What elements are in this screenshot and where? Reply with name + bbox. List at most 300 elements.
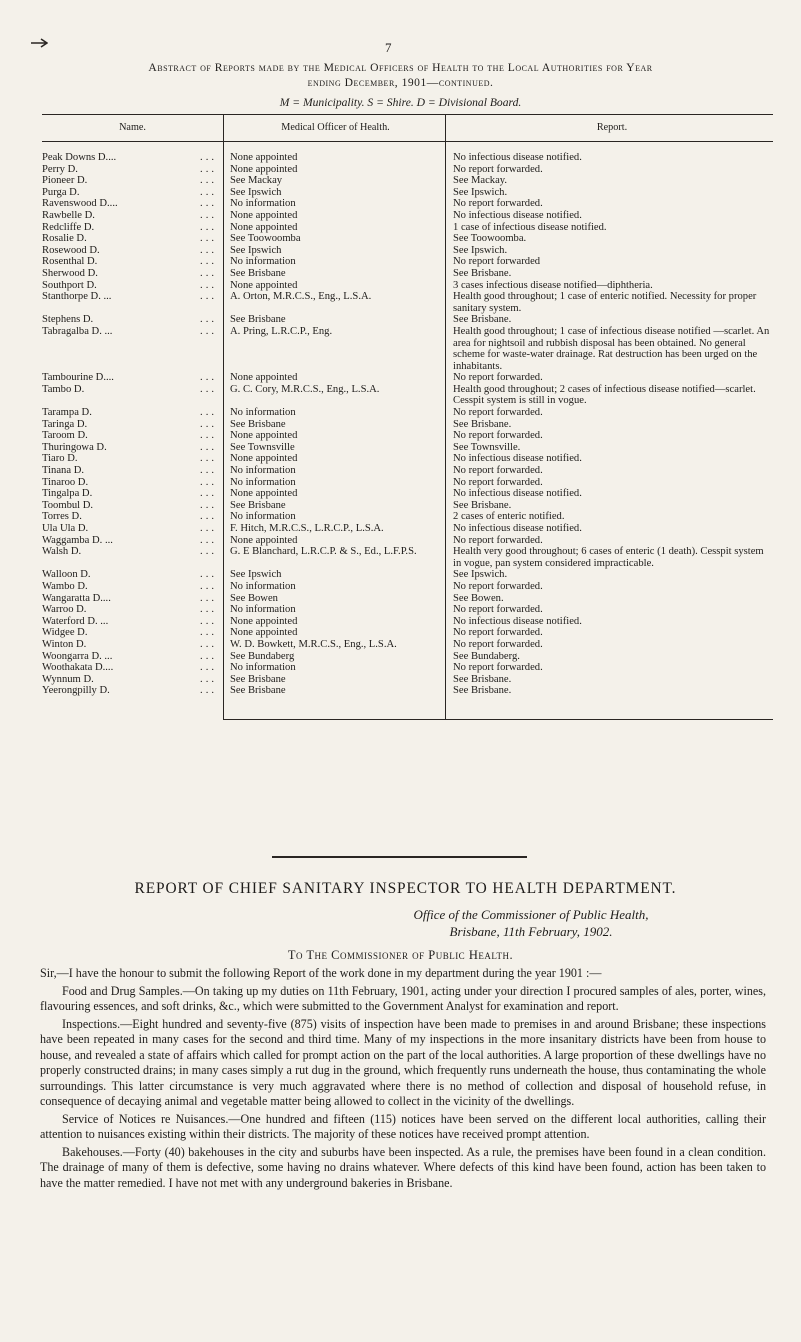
office-address	[321, 906, 741, 940]
report-cell: 2 cases of enteric notified.	[446, 511, 774, 523]
officer-cell	[224, 511, 446, 523]
officer-text: No information	[230, 580, 296, 592]
authority-name-cell	[42, 511, 224, 523]
table-row	[42, 198, 773, 210]
officer-cell	[224, 604, 446, 616]
authority-name-cell	[42, 685, 224, 719]
officer-text: See Ipswich	[230, 244, 282, 256]
authority-name-cell	[42, 651, 224, 663]
leader-dots: ...	[200, 383, 217, 395]
report-cell: See Brisbane.	[446, 314, 774, 326]
authority-name-cell	[42, 453, 224, 465]
leader-dots: ...	[200, 604, 217, 616]
authority-name: Perry D.	[42, 163, 78, 175]
authority-name: Waterford D. ...	[42, 615, 109, 627]
officer-cell	[224, 535, 446, 547]
authority-name-cell	[42, 233, 224, 245]
leader-dots: ...	[200, 488, 217, 500]
leader-dots: ...	[200, 372, 217, 384]
report-paragraph: Inspections.—Eight hundred and seventy-five (875) visits of inspection have been made to premises in and around Brisbane; these inspections have been repeated in many cases for the second and third time. Many of my inspections in the more insanitary districts have been from house to house, and revealed a state of affairs which called for prompt action on the part of the local authorities. A large proportion of these dwellings have no properly constructed drains; in many cases simply a rut dug in the ground, which frequently runs underneath the house, thus contaminating the whole surroundings. This latter circumstance is very much aggravated where there is no method of collection and disposal of household refuse, in consequence of decaying animal and vegetable matter being allowed to collect in the vicinity of the dwellings.	[40, 1016, 766, 1108]
report-cell: No infectious disease notified.	[446, 488, 774, 500]
report-cell: No report forwarded.	[446, 627, 774, 639]
report-cell: See Townsville.	[446, 442, 774, 454]
report-cell: No report forwarded.	[446, 535, 774, 547]
officer-text: See Bundaberg	[230, 650, 295, 662]
report-cell: Health good throughout; 1 case of enteric notified. Necessity for proper sanitary system.	[446, 291, 774, 314]
authority-name-cell	[42, 488, 224, 500]
officer-cell	[224, 326, 446, 372]
table-row	[42, 164, 773, 176]
authority-name-cell	[42, 627, 224, 639]
table-row	[42, 256, 773, 268]
leader-dots: ...	[200, 267, 217, 279]
table-row	[42, 535, 773, 547]
authority-name: Winton D.	[42, 638, 87, 650]
leader-dots: ...	[200, 511, 217, 523]
table-row	[42, 569, 773, 581]
report-cell: No report forwarded.	[446, 477, 774, 489]
leader-dots: ...	[200, 430, 217, 442]
report-heading: REPORT OF CHIEF SANITARY INSPECTOR TO HEALTH DEPARTMENT.	[134, 880, 677, 897]
authority-name: Wynnum D.	[42, 673, 94, 685]
table-row	[42, 616, 773, 628]
officer-text: No information	[230, 511, 296, 523]
leader-dots: ...	[200, 175, 217, 187]
report-cell: No report forwarded	[446, 256, 774, 268]
section-divider	[272, 856, 527, 858]
authority-name: Taringa D.	[42, 418, 88, 430]
office-date: Brisbane, 11th February, 1902.	[449, 924, 613, 939]
table-row	[42, 280, 773, 292]
leader-dots: ...	[200, 592, 217, 604]
authority-name-cell	[42, 314, 224, 326]
authority-name: Tambourine D....	[42, 372, 114, 384]
officer-cell	[224, 651, 446, 663]
authority-name-cell	[42, 326, 224, 372]
officer-text: See Ipswich	[230, 186, 282, 198]
officer-text: See Toowoomba	[230, 233, 301, 245]
officer-text: G. E Blanchard, L.R.C.P. & S., Ed., L.F.P.S.	[230, 546, 417, 558]
authority-name-cell	[42, 662, 224, 674]
report-cell: No report forwarded.	[446, 662, 774, 674]
authority-name: Rosenthal D.	[42, 256, 98, 268]
column-header-officer: Medical Officer of Health.	[224, 115, 446, 142]
report-cell: No infectious disease notified.	[446, 453, 774, 465]
table-row	[42, 233, 773, 245]
table-row	[42, 222, 773, 234]
table-row	[42, 511, 773, 523]
authority-name-cell	[42, 639, 224, 651]
table-row	[42, 442, 773, 454]
officer-text: No information	[230, 256, 296, 268]
leader-dots: ...	[200, 662, 217, 674]
report-cell: No infectious disease notified.	[446, 210, 774, 222]
leader-dots: ...	[200, 546, 217, 558]
officer-cell	[224, 407, 446, 419]
leader-dots: ...	[200, 685, 217, 697]
leader-dots: ...	[200, 580, 217, 592]
officer-cell	[224, 685, 446, 719]
leader-dots: ...	[200, 233, 217, 245]
abbreviation-legend: M = Municipality. S = Shire. D = Divisional Board.	[279, 96, 522, 109]
report-body	[40, 966, 766, 1193]
officer-cell	[224, 245, 446, 257]
officer-text: None appointed	[230, 534, 298, 546]
leader-dots: ...	[200, 441, 217, 453]
report-cell: See Brisbane.	[446, 419, 774, 431]
authority-name-cell	[42, 465, 224, 477]
margin-arrow-icon	[30, 38, 48, 48]
authority-name: Pioneer D.	[42, 175, 88, 187]
table-row	[42, 453, 773, 465]
leader-dots: ...	[200, 209, 217, 221]
authority-name-cell	[42, 674, 224, 686]
table-row	[42, 210, 773, 222]
authority-name-cell	[42, 581, 224, 593]
table-row	[42, 627, 773, 639]
officer-cell	[224, 465, 446, 477]
table-row	[42, 477, 773, 489]
leader-dots: ...	[200, 650, 217, 662]
officer-text: No information	[230, 662, 296, 674]
leader-dots: ...	[200, 291, 217, 303]
authority-name-cell	[42, 546, 224, 569]
officer-text: None appointed	[230, 615, 298, 627]
officer-text: See Brisbane	[230, 499, 286, 511]
officer-text: No information	[230, 407, 296, 419]
officer-cell	[224, 616, 446, 628]
report-cell: See Brisbane.	[446, 685, 774, 719]
officer-cell	[224, 593, 446, 605]
leader-dots: ...	[200, 499, 217, 511]
officer-cell	[224, 569, 446, 581]
table-row	[42, 604, 773, 616]
officer-cell	[224, 488, 446, 500]
authority-name: Redcliffe D.	[42, 221, 95, 233]
authority-name: Thuringowa D.	[42, 441, 107, 453]
officer-text: See Ipswich	[230, 569, 282, 581]
leader-dots: ...	[200, 314, 217, 326]
authority-name: Wambo D.	[42, 580, 88, 592]
authority-name-cell	[42, 407, 224, 419]
officer-text: A. Orton, M.R.C.S., Eng., L.S.A.	[230, 291, 372, 303]
table-row	[42, 314, 773, 326]
officer-text: None appointed	[230, 279, 298, 291]
authority-name-cell	[42, 372, 224, 384]
authority-name: Purga D.	[42, 186, 80, 198]
officer-cell	[224, 210, 446, 222]
table-row	[42, 326, 773, 372]
officer-text: A. Pring, L.R.C.P., Eng.	[230, 325, 333, 337]
report-cell: No infectious disease notified.	[446, 616, 774, 628]
officer-cell	[224, 175, 446, 187]
officer-cell	[224, 198, 446, 210]
report-cell: No report forwarded.	[446, 430, 774, 442]
officer-cell	[224, 546, 446, 569]
title-line-2: ending December, 1901—continued.	[307, 76, 494, 89]
authority-name-cell	[42, 198, 224, 210]
officer-text: See Townsville	[230, 441, 295, 453]
authority-name: Tiaro D.	[42, 453, 78, 465]
authority-name: Woongarra D. ...	[42, 650, 113, 662]
officer-text: None appointed	[230, 372, 298, 384]
report-cell: See Mackay.	[446, 175, 774, 187]
officer-cell	[224, 477, 446, 489]
authority-name: Widgee D.	[42, 627, 88, 639]
table-row	[42, 187, 773, 199]
leader-dots: ...	[200, 523, 217, 534]
authority-name-cell	[42, 604, 224, 616]
leader-dots: ...	[200, 465, 217, 477]
officer-text: None appointed	[230, 163, 298, 175]
table-row	[42, 142, 773, 164]
authority-name: Warroo D.	[42, 604, 87, 616]
officer-cell	[224, 314, 446, 326]
officer-cell	[224, 268, 446, 280]
leader-dots: ...	[200, 615, 217, 627]
table-row	[42, 523, 773, 535]
table-row	[42, 407, 773, 419]
officer-text: None appointed	[230, 488, 298, 500]
officer-text: No information	[230, 198, 296, 210]
authority-name-cell	[42, 535, 224, 547]
officer-text: See Brisbane	[230, 418, 286, 430]
authority-name: Yeerongpilly D.	[42, 685, 110, 697]
authority-name-cell	[42, 256, 224, 268]
authority-name: Tabragalba D. ...	[42, 325, 113, 337]
officer-cell	[224, 384, 446, 407]
authority-name: Peak Downs D....	[42, 152, 117, 163]
leader-dots: ...	[200, 186, 217, 198]
authority-name-cell	[42, 384, 224, 407]
officer-text: None appointed	[230, 627, 298, 639]
report-cell: See Ipswich.	[446, 569, 774, 581]
table-row	[42, 430, 773, 442]
authority-name-cell	[42, 419, 224, 431]
authority-name: Tingalpa D.	[42, 488, 93, 500]
officer-cell	[224, 142, 446, 164]
report-paragraph: Sir,—I have the honour to submit the following Report of the work done in my department during the year 1901 :—	[40, 966, 602, 980]
table-row	[42, 419, 773, 431]
officer-cell	[224, 581, 446, 593]
report-cell: No report forwarded.	[446, 372, 774, 384]
leader-dots: ...	[200, 198, 217, 210]
report-cell: Health good throughout; 1 case of infectious disease notified —scarlet. An area for nightsoil and rubbish disposal has been obtained. No general scheme for waste-water drainage. Rat destruction has been urged on the inhabitants.	[446, 326, 774, 372]
abstract-table	[42, 114, 773, 720]
table-row	[42, 384, 773, 407]
page-title	[40, 60, 761, 90]
report-cell: See Bowen.	[446, 593, 774, 605]
officer-text: See Brisbane	[230, 673, 286, 685]
report-paragraph: Bakehouses.—Forty (40) bakehouses in the city and suburbs have been inspected. As a rule, the premises have been found in a clean condition. The drainage of many of them is defective, some having no drains whatever. Where defects of this kind have been found, action has been taken to have the matter remedied. I have not met with any underground bakeries in Brisbane.	[40, 1144, 766, 1190]
officer-cell	[224, 523, 446, 535]
officer-text: No information	[230, 476, 296, 488]
table-row	[42, 674, 773, 686]
column-header-report: Report.	[446, 115, 774, 142]
report-paragraph: Service of Notices re Nuisances.—One hundred and fifteen (115) notices have been served on the different local authorities, calling their attention to nuisances existing within their districts. The majority of these notices have received prompt attention.	[40, 1111, 766, 1141]
authority-name-cell	[42, 268, 224, 280]
table-row	[42, 581, 773, 593]
office-line: Office of the Commissioner of Public Health,	[413, 907, 649, 922]
authority-name-cell	[42, 569, 224, 581]
authority-name-cell	[42, 280, 224, 292]
report-cell: See Toowoomba.	[446, 233, 774, 245]
authority-name-cell	[42, 187, 224, 199]
table-row	[42, 291, 773, 314]
authority-name: Stephens D.	[42, 314, 94, 326]
column-header-name: Name.	[42, 115, 224, 142]
officer-text: No information	[230, 465, 296, 477]
table-row	[42, 175, 773, 187]
authority-name: Southport D.	[42, 279, 97, 291]
authority-name: Tinana D.	[42, 465, 84, 477]
officer-cell	[224, 372, 446, 384]
authority-name: Stanthorpe D. ...	[42, 291, 112, 303]
report-cell: 3 cases infectious disease notified—diphtheria.	[446, 280, 774, 292]
authority-name: Ula Ula D.	[42, 523, 89, 534]
officer-text: No information	[230, 604, 296, 616]
leader-dots: ...	[200, 325, 217, 337]
leader-dots: ...	[200, 244, 217, 256]
report-cell: See Brisbane.	[446, 268, 774, 280]
authority-name-cell	[42, 210, 224, 222]
table-row	[42, 245, 773, 257]
report-cell: No report forwarded.	[446, 581, 774, 593]
authority-name-cell	[42, 142, 224, 164]
officer-text: See Mackay	[230, 175, 283, 187]
officer-cell	[224, 187, 446, 199]
table-header-row	[42, 115, 773, 142]
officer-text: None appointed	[230, 430, 298, 442]
officer-cell	[224, 291, 446, 314]
officer-text: F. Hitch, M.R.C.S., L.R.C.P., L.S.A.	[230, 523, 384, 534]
officer-text: G. C. Cory, M.R.C.S., Eng., L.S.A.	[230, 383, 380, 395]
authority-name: Walsh D.	[42, 546, 82, 558]
officer-cell	[224, 280, 446, 292]
title-line-1: Abstract of Reports made by the Medical Officers of Health to the Local Authorities for Year	[148, 61, 653, 74]
authority-name: Ravenswood D....	[42, 198, 118, 210]
authority-name-cell	[42, 523, 224, 535]
authority-name-cell	[42, 430, 224, 442]
table-row	[42, 593, 773, 605]
leader-dots: ...	[200, 221, 217, 233]
officer-cell	[224, 164, 446, 176]
officer-cell	[224, 222, 446, 234]
authority-name: Torres D.	[42, 511, 82, 523]
leader-dots: ...	[200, 569, 217, 581]
table-row	[42, 685, 773, 719]
report-cell: See Bundaberg.	[446, 651, 774, 663]
report-paragraph: Food and Drug Samples.—On taking up my duties on 11th February, 1901, acting under your direction I procured samples of ales, porter, wines, flavouring essences, and soft drinks, &c., which were submitted to the Government Analyst for examination and report.	[40, 983, 766, 1013]
authority-name: Waggamba D. ...	[42, 534, 113, 546]
table-row	[42, 500, 773, 512]
officer-cell	[224, 639, 446, 651]
report-cell: No infectious disease notified.	[446, 523, 774, 535]
officer-text: See Brisbane	[230, 314, 286, 326]
leader-dots: ...	[200, 673, 217, 685]
report-cell: Health very good throughout; 6 cases of enteric (1 death). Cesspit system in vogue, pan system considered impracticable.	[446, 546, 774, 569]
report-cell: See Ipswich.	[446, 245, 774, 257]
report-cell: Health good throughout; 2 cases of infectious disease notified—scarlet. Cesspit system is still in vogue.	[446, 384, 774, 407]
officer-text: None appointed	[230, 152, 298, 163]
authority-name: Toombul D.	[42, 499, 94, 511]
leader-dots: ...	[200, 152, 217, 163]
leader-dots: ...	[200, 638, 217, 650]
authority-name: Woothakata D....	[42, 662, 114, 674]
leader-dots: ...	[200, 476, 217, 488]
leader-dots: ...	[200, 407, 217, 419]
report-cell: No report forwarded.	[446, 407, 774, 419]
authority-name-cell	[42, 222, 224, 234]
table-row	[42, 639, 773, 651]
table-row	[42, 268, 773, 280]
report-cell: See Brisbane.	[446, 500, 774, 512]
officer-text: None appointed	[230, 209, 298, 221]
table-row	[42, 651, 773, 663]
leader-dots: ...	[200, 279, 217, 291]
authority-name-cell	[42, 164, 224, 176]
officer-text: W. D. Bowkett, M.R.C.S., Eng., L.S.A.	[230, 638, 397, 650]
officer-cell	[224, 442, 446, 454]
leader-dots: ...	[200, 256, 217, 268]
authority-name: Tinaroo D.	[42, 476, 89, 488]
officer-cell	[224, 662, 446, 674]
officer-cell	[224, 430, 446, 442]
authority-name: Walloon D.	[42, 569, 91, 581]
report-cell: No infectious disease notified.	[446, 142, 774, 164]
officer-cell	[224, 256, 446, 268]
authority-name: Sherwood D.	[42, 267, 98, 279]
officer-text: None appointed	[230, 453, 298, 465]
officer-cell	[224, 419, 446, 431]
authority-name-cell	[42, 291, 224, 314]
report-cell: No report forwarded.	[446, 604, 774, 616]
authority-name: Wangaratta D....	[42, 592, 111, 604]
officer-text: See Brisbane	[230, 685, 286, 697]
authority-name: Rosalie D.	[42, 233, 87, 245]
table-row	[42, 546, 773, 569]
addressee: To The Commissioner of Public Health.	[287, 948, 514, 962]
authority-name: Tambo D.	[42, 383, 85, 395]
authority-name-cell	[42, 477, 224, 489]
authority-name: Rawbelle D.	[42, 209, 95, 221]
officer-text: See Brisbane	[230, 267, 286, 279]
officer-cell	[224, 500, 446, 512]
report-cell: See Brisbane.	[446, 674, 774, 686]
report-cell: 1 case of infectious disease notified.	[446, 222, 774, 234]
report-cell: No report forwarded.	[446, 164, 774, 176]
officer-cell	[224, 233, 446, 245]
table-row	[42, 372, 773, 384]
table-row	[42, 662, 773, 674]
table-row	[42, 465, 773, 477]
authority-name-cell	[42, 175, 224, 187]
officer-text: See Bowen	[230, 592, 278, 604]
report-cell: No report forwarded.	[446, 198, 774, 210]
authority-name: Taroom D.	[42, 430, 88, 442]
leader-dots: ...	[200, 453, 217, 465]
authority-name-cell	[42, 593, 224, 605]
leader-dots: ...	[200, 534, 217, 546]
authority-name: Rosewood D.	[42, 244, 100, 256]
authority-name-cell	[42, 442, 224, 454]
officer-text: None appointed	[230, 221, 298, 233]
officer-cell	[224, 453, 446, 465]
officer-cell	[224, 627, 446, 639]
report-cell: No report forwarded.	[446, 465, 774, 477]
leader-dots: ...	[200, 627, 217, 639]
leader-dots: ...	[200, 163, 217, 175]
